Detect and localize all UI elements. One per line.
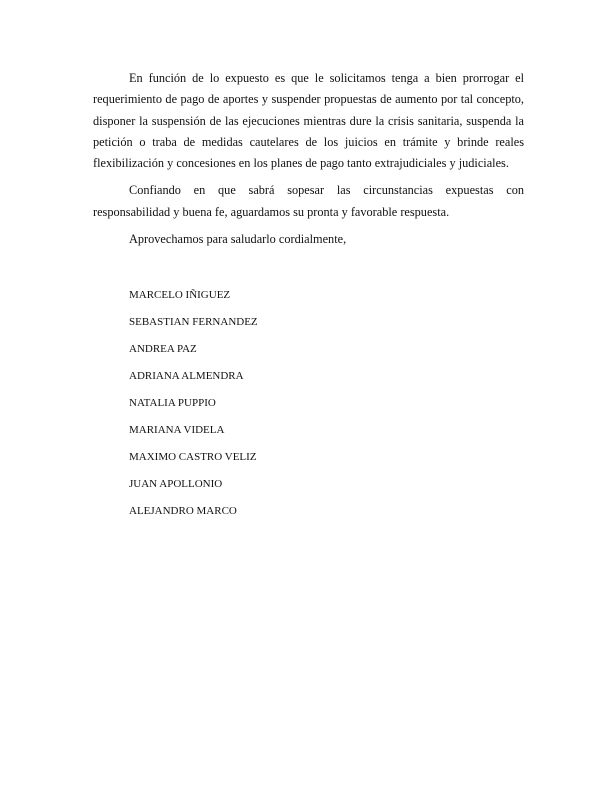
signatory-name: JUAN APOLLONIO <box>129 478 223 490</box>
signatory-name: MAXIMO CASTRO VELIZ <box>129 451 257 463</box>
request-paragraph: En función de lo expuesto es que le solicitamos tenga a bien prorrogar el requerimiento de pago de aportes y suspender propuestas de aumento por tal concepto, disponer la suspensión de las ejecuciones mientras dure la crisis sanitaria, suspenda la petición o traba de medidas cautelares de los juicios en trámite y brinde reales flexibilización y concesiones en los planes de pago tanto extrajudiciales y judiciales. <box>93 71 524 171</box>
salutation: Aprovechamos para saludarlo cordialmente, <box>129 232 347 247</box>
signatory-name: NATALIA PUPPIO <box>129 397 216 409</box>
closing-paragraph: Confiando en que sabrá sopesar las circunstancias expuestas con responsabilidad y buena fe, aguardamos su pronta y favorable respuesta. <box>93 183 524 219</box>
signatory-name: ALEJANDRO MARCO <box>129 505 237 517</box>
letter-body <box>93 68 524 250</box>
signatory-list <box>129 286 258 529</box>
signatory-name: MARCELO IÑIGUEZ <box>129 289 231 301</box>
signatory-name: SEBASTIAN FERNANDEZ <box>129 316 258 328</box>
signatory-name: ADRIANA ALMENDRA <box>129 370 244 382</box>
signatory-name: ANDREA PAZ <box>129 343 197 355</box>
signatory-name: MARIANA VIDELA <box>129 424 225 436</box>
